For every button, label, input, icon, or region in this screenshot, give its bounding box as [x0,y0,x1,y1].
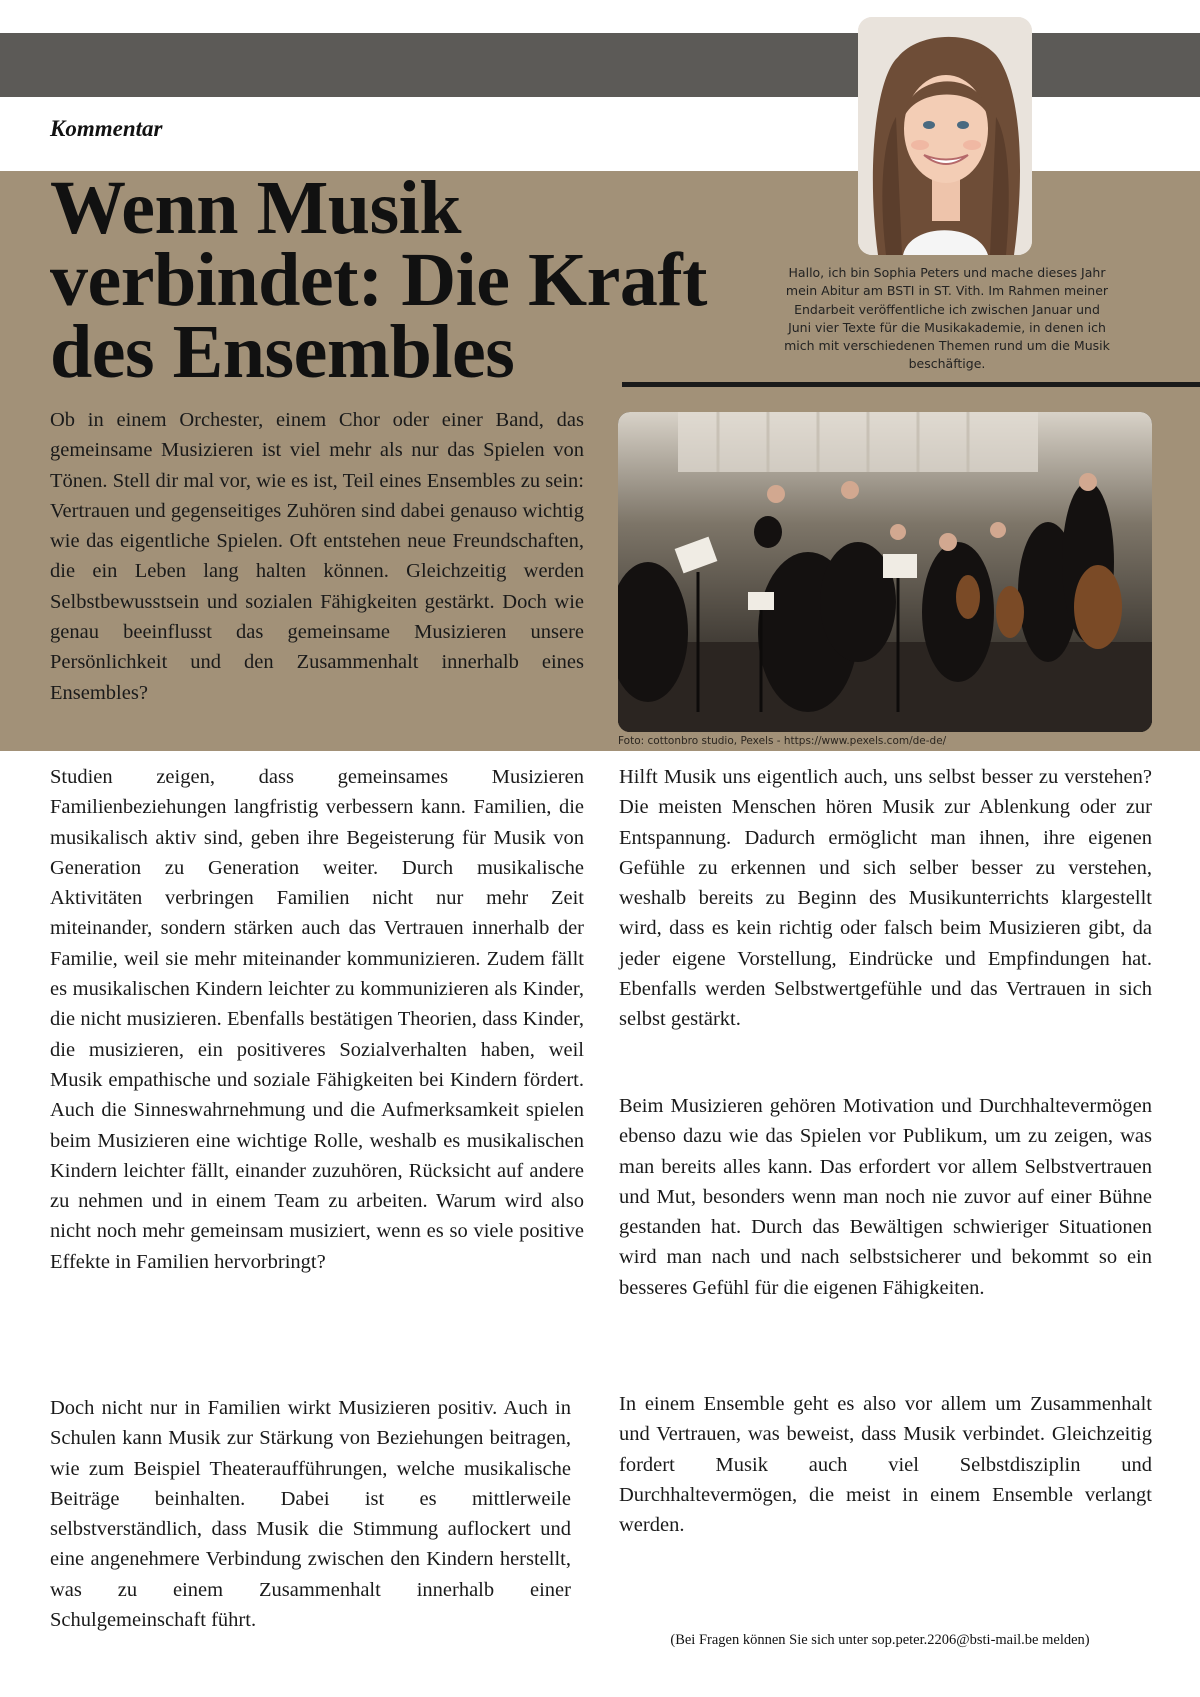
body-column-2-middle [619,1091,1152,1303]
ensemble-illustration [618,412,1152,732]
photo-caption: Foto: cottonbro studio, Pexels - https://www.pexels.com/de-de/ [618,735,947,747]
author-portrait [858,17,1032,255]
lead-paragraph [50,405,584,708]
body-paragraph: Doch nicht nur in Familien wirkt Musizieren positiv. Auch in Schulen kann Musik zur Stärkung von Beziehungen beitragen, wie zum Beispiel Theateraufführungen, welche musikalische Beiträge beinhalten. Dabei ist es mittlerweile selbstverständlich, dass Musik die Stimmung auflockert und eine angenehmere Verbindung zwischen den Kindern herstellt, was zu einem Zusammenhalt innerhalb einer Schulgemeinschaft führt. [50,1397,571,1632]
body-paragraph: In einem Ensemble geht es also vor allem um Zusammenhalt und Vertrauen, was beweist, dass Musik verbindet. Gleichzeitig fordert Musik auch viel Selbstdisziplin und Durchhaltevermögen, die meist in einem Ensemble verlangt werden. [619,1393,1152,1537]
page-title: Wenn Musik verbindet: Die Kraft des Ensembles [50,166,707,394]
contact-note: (Bei Fragen können Sie sich unter sop.peter.2206@bsti-mail.be melden) [670,1632,1090,1648]
article-category: Kommentar [50,116,163,141]
body-paragraph: Hilft Musik uns eigentlich auch, uns selbst besser zu verstehen? Die meisten Menschen hören Musik zur Ablenkung oder zur Entspannung. Dadurch ermöglicht man ihnen, ihre eigenen Gefühle zu erkennen und sich selber besser zu verstehen, weshalb bereits zu Beginn des Musikunterrichts klargestellt wird, dass es kein richtig oder falsch beim Musizieren gibt, da jeder eigene Vorstellung, Eindrücke und Empfindungen hat. Ebenfalls werden Selbstwertgefühle und das Vertrauen in sich selbst gestärkt. [619,766,1152,1031]
body-column-1 [50,762,584,1277]
portrait-illustration [858,17,1032,255]
body-paragraph: Studien zeigen, dass gemeinsames Musizieren Familienbeziehungen langfristig verbessern kann. Familien, die musikalisch aktiv sind, geben ihre Begeisterung für Musik von Generation zu Generation weiter. Durch musikalische Aktivitäten verbringen Familien nicht nur mehr Zeit miteinander, sondern stärken auch das Vertrauen innerhalb der Familie, weil sie mehr miteinander kommunizieren. Zudem fällt es musikalischen Kindern leichter zu kommunizieren als Kinder, die nicht musizieren. Ebenfalls bestätigen Theorien, dass Kinder, die musizieren, ein positiveres Sozialverhalten haben, weil Musik empathische und soziale Fähigkeiten bei Kindern fördert. Auch die Sinneswahrnehmung und die Aufmerksamkeit spielen beim Musizieren eine wichtige Rolle, weshalb es musikalischen Kindern leichter fällt, einander zuzuhören, Rücksicht auf andere zu nehmen und in einem Team zu arbeiten. Warum wird also nicht noch mehr gemeinsam musiziert, wenn es so viele positive Effekte in Familien hervorbringt? [50,766,584,1273]
lead-text: Ob in einem Orchester, einem Chor oder einer Band, das gemeinsame Musizieren ist viel mehr als nur das Spielen von Tönen. Stell dir mal vor, wie es ist, Teil eines Ensembles zu sein: Vertrauen und gegenseitiges Zuhören sind dabei genauso wichtig wie das eigentliche Spielen. Oft entstehen neue Freundschaften, die ein Leben lang halten können. Gleichzeitig werden Selbstbewusstsein und sozialen Fähigkeiten gestärkt. Doch wie genau beeinflusst das gemeinsame Musizieren unsere Persönlichkeit und den Zusammenhalt innerhalb eines Ensembles? [50,409,584,704]
section-divider [622,382,1200,387]
body-column-2-end [619,1389,1152,1540]
author-bio: Hallo, ich bin Sophia Peters und mache dieses Jahr mein Abitur am BSTI in ST. Vith. Im Rahmen meiner Endarbeit veröffentliche ich zwischen Januar und Juni vier Texte für die Musikakademie, in denen ich mich mit verschiedenen Themen rund um die Musik beschäftige. [784,265,1110,372]
ensemble-photo [618,412,1152,732]
body-paragraph: Beim Musizieren gehören Motivation und Durchhaltevermögen ebenso dazu wie das Spielen vor Publikum, um zu zeigen, was man bereits alles kann. Das erfordert vor allem Selbstvertrauen und Mut, besonders wenn man noch nie zuvor auf einer Bühne gestanden hat. Durch das Bewältigen schwieriger Situationen wird man nach und nach selbstsicherer und bekommt so ein besseres Gefühl für die eigenen Fähigkeiten. [619,1095,1152,1299]
body-column-1-continued [50,1393,571,1635]
body-column-2 [619,762,1152,1035]
